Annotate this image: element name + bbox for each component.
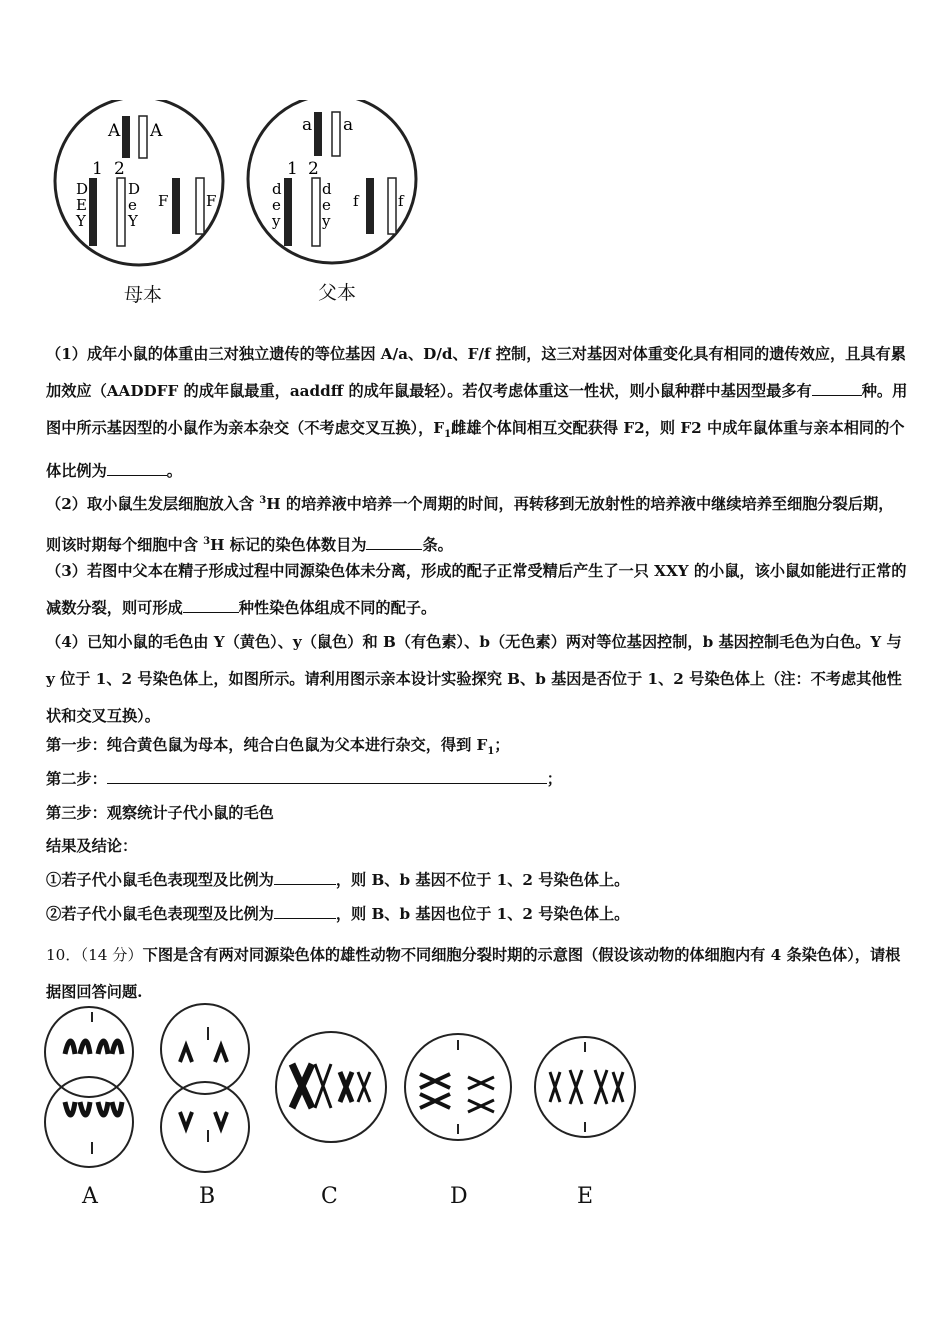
q1-blank-1[interactable] (812, 381, 862, 396)
question-2 (46, 482, 908, 564)
figure2-label-A: A (82, 1184, 98, 1209)
q2-sup2: 3 (203, 536, 211, 548)
q4-r1-blank[interactable] (274, 870, 336, 885)
q10-text: 下图是含有两对同源染色体的雄性动物不同细胞分裂时期的示意图（假设该动物的体细胞内有 4 条染色体），请根据图回答问题. (46, 946, 901, 1001)
q2-sup: 3 (259, 495, 267, 506)
q3-blank[interactable] (183, 598, 239, 613)
q4-part1: （4）已知小鼠的毛色由 Y（黄色）、y（鼠色）和 B（有色素）、b（无色素）两对等位基因控制，b 基因控制毛色为白色。Y 与 y 位于 1、2 号染色体上，如图所示。请利用图示亲本设计实验探究 B、b 基因是否位于 1、2 号染色体上（注：不考虑其他性状和交叉互换）。 (46, 633, 902, 725)
father-gene-e-left: e (272, 196, 281, 214)
q3-part2: 种性染色体组成不同的配子。 (238, 599, 437, 617)
q10-number: 10． (46, 946, 81, 964)
mother-gene-D-left: D (76, 180, 89, 198)
q4-r1-end: ，则 B、b 基因不位于 1、2 号染色体上。 (335, 871, 630, 889)
q2-part3: H 标记的染色体数目为 (210, 536, 367, 555)
figure2-label-C: C (321, 1184, 338, 1209)
mother-gene-A-left: A (108, 121, 121, 141)
q4-step2-end: ； (546, 770, 562, 788)
q2-blank[interactable] (366, 535, 422, 550)
q4-result-1 (46, 869, 629, 890)
figure2-label-E: E (577, 1184, 594, 1209)
q1-blank-2[interactable] (107, 461, 167, 476)
q1-part3: 雌雄个体间相互交配获得 F2，则 F2 中成年鼠体重与亲本相同的个体比例为 (46, 419, 905, 481)
mother-gene-E-left: E (76, 196, 87, 214)
question-3 (46, 553, 908, 627)
mother-gene-D-right: D (128, 180, 141, 198)
q4-step2-text: 第二步： (46, 770, 107, 788)
mother-gene-e-right: e (128, 196, 137, 214)
question-4 (46, 624, 908, 735)
parent-chromosome-figure (50, 100, 430, 310)
q4-r2-blank[interactable] (274, 904, 336, 919)
father-chr2-label: 2 (308, 159, 319, 179)
cell-E (535, 1037, 635, 1137)
father-gene-f-right: f (398, 192, 404, 210)
q4-step-2 (46, 768, 562, 789)
cell-C (276, 1032, 386, 1142)
cell-D (405, 1034, 511, 1140)
father-caption: 父本 (318, 282, 357, 304)
mother-gene-F-right: F (206, 192, 217, 210)
q4-r2-end: ，则 B、b 基因也位于 1、2 号染色体上。 (335, 905, 630, 923)
father-gene-d-left: d (272, 180, 282, 198)
q4-step2-blank[interactable] (107, 769, 547, 784)
figure2-label-B: B (199, 1184, 216, 1209)
q10-score: （14 分） (80, 946, 143, 964)
q3-part1: （3）若图中父本在精子形成过程中同源染色体未分离，形成的配子正常受精后产生了一只 XXY 的小鼠，该小鼠如能进行正常的减数分裂，则可形成 (46, 562, 907, 617)
father-gene-d-right: d (322, 180, 332, 198)
mother-caption: 母本 (124, 284, 163, 306)
q4-step1-end: ； (494, 736, 510, 754)
question-1 (46, 336, 908, 490)
father-gene-a-left: a (302, 115, 313, 135)
cell-B (161, 1004, 249, 1172)
father-gene-a-right: a (343, 115, 354, 135)
q2-part4: 条。 (422, 536, 453, 555)
q2-part2: H 的培养液中培养一个周期的时间，再转移到无放射性的培养液中继续培养至细胞分裂后期，则该时期每个细胞中含 (46, 495, 894, 555)
q4-step-1 (46, 734, 509, 757)
father-chr1-label: 1 (287, 159, 298, 179)
q4-r2-text: ②若子代小鼠毛色表现型及比例为 (46, 905, 274, 923)
father-gene-f-left: f (353, 192, 359, 210)
father-gene-y-left: y (272, 212, 281, 230)
q1-sub: 1 (444, 429, 452, 441)
mother-chr1-label: 1 (92, 159, 103, 179)
mother-chr2-label: 2 (114, 159, 125, 179)
q1-part2: 种。用图中所示基因型的小鼠作为亲本杂交（不考虑交叉互换），F (46, 382, 908, 437)
father-gene-e-right: e (322, 196, 331, 214)
q2-part1: （2）取小鼠生发层细胞放入含 (46, 495, 260, 514)
q4-step1-text: 第一步：纯合黄色鼠为母本，纯合白色鼠为父本进行杂交，得到 F (46, 736, 488, 754)
q4-result-2 (46, 903, 629, 924)
q4-result-heading: 结果及结论： (46, 837, 138, 855)
mother-gene-F-left: F (158, 192, 169, 210)
cell-division-figure (40, 1002, 650, 1182)
mother-gene-Y-left: Y (76, 212, 86, 230)
father-gene-y-right: y (322, 212, 331, 230)
cell-A (45, 1007, 133, 1167)
q1-part4: 。 (166, 462, 182, 481)
mother-gene-Y-right: Y (128, 212, 138, 230)
figure2-label-D: D (450, 1184, 468, 1209)
mother-gene-A-right: A (150, 121, 163, 141)
q4-r1-text: ①若子代小鼠毛色表现型及比例为 (46, 871, 274, 889)
q4-step-3: 第三步：观察统计子代小鼠的毛色 (46, 804, 274, 822)
q4-step1-sub: 1 (487, 746, 495, 758)
q1-part1: （1）成年小鼠的体重由三对独立遗传的等位基因 A/a、D/d、F/f 控制，这三对基因对体重变化具有相同的遗传效应，且具有累加效应（AADDFF 的成年鼠最重，aaddff 的成年鼠最轻）。若仅考虑体重这一性状，则小鼠种群中基因型最多有 (46, 345, 906, 400)
question-10 (46, 937, 908, 1011)
